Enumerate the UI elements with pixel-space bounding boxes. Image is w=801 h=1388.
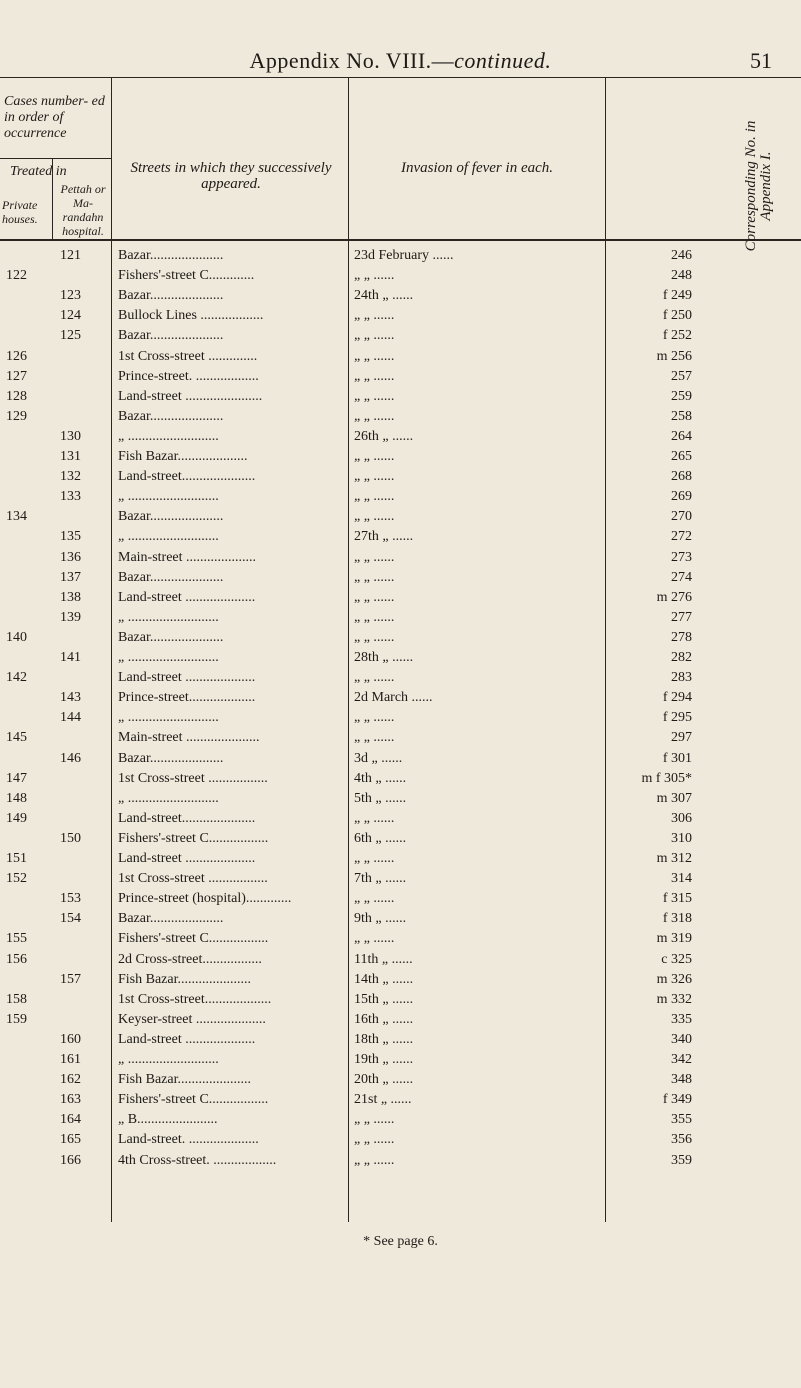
date-cell: 6th „ ...... bbox=[354, 830, 407, 846]
private-label: Private houses. bbox=[2, 198, 38, 226]
street-cell: Fish Bazar..................... bbox=[118, 971, 251, 987]
case-number: 144 bbox=[60, 710, 81, 726]
corresponding-number: f 301 bbox=[662, 750, 692, 766]
corresponding-number: f 294 bbox=[662, 690, 692, 706]
date-cell: 2d March ...... bbox=[354, 690, 433, 706]
corresponding-number: 348 bbox=[671, 1072, 692, 1088]
street-cell: 4th Cross-street. .................. bbox=[118, 1152, 277, 1168]
street-cell: Fish Bazar.................... bbox=[118, 449, 248, 464]
street-cell: Fishers'-street C................. bbox=[118, 1092, 269, 1108]
corresponding-number: 264 bbox=[671, 428, 692, 444]
street-cell: 1st Cross-street ................. bbox=[118, 770, 268, 786]
street-cell: Bazar..................... bbox=[118, 629, 224, 645]
date-cell: „ „ ...... bbox=[354, 730, 395, 746]
case-number: 166 bbox=[60, 1152, 81, 1168]
date-cell: 16th „ ...... bbox=[354, 1011, 414, 1027]
corresponding-number: 273 bbox=[671, 549, 692, 565]
street-cell: Main-street .................... bbox=[118, 549, 257, 565]
corresponding-number: m 332 bbox=[656, 991, 692, 1007]
street-cell: Prince-street. .................. bbox=[118, 368, 259, 384]
date-cell: „ „ ...... bbox=[354, 449, 395, 464]
date-cell: 3d „ ...... bbox=[354, 750, 403, 766]
date-cell: 15th „ ...... bbox=[354, 991, 414, 1007]
street-cell: Land-street..................... bbox=[118, 469, 256, 485]
date-cell: 18th „ ...... bbox=[354, 1031, 414, 1047]
date-cell: „ „ ...... bbox=[354, 1152, 395, 1168]
street-cell: Bazar..................... bbox=[118, 288, 224, 304]
corresponding-number: 310 bbox=[671, 830, 692, 846]
header-rule bbox=[0, 239, 801, 241]
top-rule bbox=[0, 77, 801, 78]
fever-header: Invasion of fever in each. bbox=[400, 160, 554, 176]
case-number: 146 bbox=[60, 750, 81, 766]
date-cell: „ „ ...... bbox=[354, 609, 395, 625]
street-cell: Bazar..................... bbox=[118, 750, 224, 766]
case-number: 139 bbox=[60, 609, 81, 625]
header-prefix: Appendix No. VIII.— bbox=[249, 48, 455, 73]
case-number: 132 bbox=[60, 469, 81, 485]
case-number: 157 bbox=[60, 971, 81, 987]
street-cell: „ .......................... bbox=[118, 650, 219, 665]
case-number: 141 bbox=[60, 650, 81, 665]
date-cell: „ „ ...... bbox=[354, 549, 395, 565]
corresponding-number: c 325 bbox=[661, 951, 692, 967]
corresponding-number: f 249 bbox=[662, 288, 692, 304]
date-cell: 20th „ ...... bbox=[354, 1072, 414, 1088]
case-number: 128 bbox=[6, 388, 27, 404]
case-number: 149 bbox=[6, 810, 27, 826]
case-number: 151 bbox=[6, 851, 27, 866]
date-cell: 23d February ...... bbox=[354, 248, 454, 263]
case-number: 145 bbox=[6, 730, 27, 746]
street-cell: „ .......................... bbox=[118, 609, 219, 625]
street-cell: „ .......................... bbox=[118, 790, 219, 806]
case-number: 163 bbox=[60, 1092, 81, 1108]
case-number: 142 bbox=[6, 670, 27, 686]
date-cell: „ „ ...... bbox=[354, 469, 395, 485]
corresponding-number: 342 bbox=[671, 1052, 692, 1067]
date-cell: „ „ ...... bbox=[354, 931, 395, 947]
case-number: 148 bbox=[6, 790, 27, 806]
case-number: 131 bbox=[60, 449, 81, 464]
case-number: 154 bbox=[60, 911, 81, 927]
date-cell: „ „ ...... bbox=[354, 589, 395, 605]
treated-header: Treated in bbox=[10, 164, 67, 179]
street-cell: „ .......................... bbox=[118, 428, 219, 444]
street-cell: 1st Cross-street ................. bbox=[118, 871, 268, 887]
date-cell: „ „ ...... bbox=[354, 408, 395, 424]
corresponding-number: 278 bbox=[671, 629, 692, 645]
date-cell: 28th „ ...... bbox=[354, 650, 414, 665]
street-cell: Land-street..................... bbox=[118, 810, 256, 826]
corresponding-number: 356 bbox=[671, 1132, 692, 1148]
date-cell: „ „ ...... bbox=[354, 348, 395, 364]
corresponding-number: f 349 bbox=[662, 1092, 692, 1108]
corresponding-number: f 295 bbox=[662, 710, 692, 726]
corresponding-number: 248 bbox=[671, 268, 692, 284]
date-cell: „ „ ...... bbox=[354, 328, 395, 344]
street-cell: Fishers'-street C............. bbox=[118, 268, 255, 284]
street-cell: „ .......................... bbox=[118, 529, 219, 545]
corresponding-number: 272 bbox=[671, 529, 692, 545]
street-cell: Prince-street................... bbox=[118, 690, 256, 706]
street-cell: Land-street .................... bbox=[118, 1031, 256, 1047]
streets-header: Streets in which they successively appeared. bbox=[130, 160, 332, 192]
divider-after-fever bbox=[605, 77, 606, 1222]
date-cell: „ „ ...... bbox=[354, 670, 395, 686]
case-number: 150 bbox=[60, 830, 81, 846]
page-number: 51 bbox=[750, 48, 772, 73]
date-cell: 19th „ ...... bbox=[354, 1052, 414, 1067]
date-cell: „ „ ...... bbox=[354, 851, 395, 866]
case-number: 143 bbox=[60, 690, 81, 706]
street-cell: Fishers'-street C................. bbox=[118, 931, 269, 947]
date-cell: 27th „ ...... bbox=[354, 529, 414, 545]
date-cell: „ „ ...... bbox=[354, 810, 395, 826]
date-cell: 26th „ ...... bbox=[354, 428, 414, 444]
case-number: 138 bbox=[60, 589, 81, 605]
corresponding-number: 246 bbox=[671, 248, 692, 263]
corresponding-number: 340 bbox=[671, 1031, 692, 1047]
street-cell: Land-street .................... bbox=[118, 851, 256, 866]
date-cell: „ „ ...... bbox=[354, 308, 395, 324]
divider-after-streets bbox=[348, 77, 349, 1222]
case-number: 130 bbox=[60, 428, 81, 444]
corresponding-number: 297 bbox=[671, 730, 692, 746]
street-cell: „ .......................... bbox=[118, 489, 219, 505]
treated-rule bbox=[0, 158, 111, 159]
street-cell: Land-street .................... bbox=[118, 670, 256, 686]
case-number: 137 bbox=[60, 569, 81, 585]
date-cell: 9th „ ...... bbox=[354, 911, 407, 927]
corresponding-number: 274 bbox=[671, 569, 692, 585]
corresponding-number: 314 bbox=[671, 871, 692, 887]
corresponding-number: 282 bbox=[671, 650, 692, 665]
corresponding-number: m 312 bbox=[656, 851, 692, 866]
corresponding-number: f 315 bbox=[662, 891, 692, 907]
footnote: * See page 6. bbox=[363, 1234, 438, 1249]
corresponding-number: f 252 bbox=[662, 328, 692, 344]
corresponding-header: Corresponding No. in Appendix I. bbox=[743, 120, 774, 252]
corresponding-number: 269 bbox=[671, 489, 692, 505]
date-cell: 7th „ ...... bbox=[354, 871, 407, 887]
date-cell: „ „ ...... bbox=[354, 1132, 395, 1148]
page-header bbox=[0, 48, 801, 74]
street-cell: 2d Cross-street................. bbox=[118, 951, 262, 967]
street-cell: Bazar..................... bbox=[118, 408, 224, 424]
case-number: 133 bbox=[60, 489, 81, 505]
corresponding-number: 359 bbox=[671, 1152, 692, 1168]
case-number: 158 bbox=[6, 991, 27, 1007]
corresponding-number: 259 bbox=[671, 388, 692, 404]
date-cell: „ „ ...... bbox=[354, 268, 395, 284]
street-cell: 1st Cross-street................... bbox=[118, 991, 272, 1007]
street-cell: Keyser-street .................... bbox=[118, 1011, 266, 1027]
case-number: 156 bbox=[6, 951, 27, 967]
corresponding-number: m f 305* bbox=[641, 770, 692, 786]
street-cell: Bazar..................... bbox=[118, 569, 224, 585]
date-cell: 11th „ ...... bbox=[354, 951, 413, 967]
case-number: 160 bbox=[60, 1031, 81, 1047]
date-cell: „ „ ...... bbox=[354, 1112, 395, 1128]
case-number: 135 bbox=[60, 529, 81, 545]
corresponding-number: m 276 bbox=[656, 589, 692, 605]
case-number: 153 bbox=[60, 891, 81, 907]
date-cell: „ „ ...... bbox=[354, 388, 395, 404]
date-cell: 5th „ ...... bbox=[354, 790, 407, 806]
street-cell: „ .......................... bbox=[118, 710, 219, 726]
date-cell: „ „ ...... bbox=[354, 489, 395, 505]
case-number: 121 bbox=[60, 248, 81, 263]
corresponding-number: f 250 bbox=[662, 308, 692, 324]
street-cell: Bazar..................... bbox=[118, 248, 224, 263]
street-cell: Fish Bazar..................... bbox=[118, 1072, 251, 1088]
case-number: 123 bbox=[60, 288, 81, 304]
corresponding-number: 277 bbox=[671, 609, 692, 625]
date-cell: „ „ ...... bbox=[354, 509, 395, 525]
street-cell: Bazar..................... bbox=[118, 509, 224, 525]
case-number: 122 bbox=[6, 268, 27, 284]
street-cell: Land-street .................... bbox=[118, 589, 256, 605]
corresponding-number: f 318 bbox=[662, 911, 692, 927]
date-cell: 4th „ ...... bbox=[354, 770, 407, 786]
corresponding-number: 268 bbox=[671, 469, 692, 485]
corresponding-number: 265 bbox=[671, 449, 692, 464]
case-number: 126 bbox=[6, 348, 27, 364]
street-cell: Bazar..................... bbox=[118, 911, 224, 927]
corresponding-number: m 307 bbox=[656, 790, 692, 806]
corresponding-number: 355 bbox=[671, 1112, 692, 1128]
header-continued: continued. bbox=[454, 48, 552, 73]
street-cell: Bullock Lines .................. bbox=[118, 308, 264, 324]
case-number: 134 bbox=[6, 509, 27, 525]
case-number: 152 bbox=[6, 871, 27, 887]
street-cell: Main-street ..................... bbox=[118, 730, 260, 746]
case-number: 129 bbox=[6, 408, 27, 424]
case-number: 164 bbox=[60, 1112, 81, 1128]
date-cell: 24th „ ...... bbox=[354, 288, 414, 304]
case-number: 136 bbox=[60, 549, 81, 565]
corresponding-number: 306 bbox=[671, 810, 692, 826]
corresponding-number: 257 bbox=[671, 368, 692, 384]
pettah-label: Pettah or Ma- randahn hospital. bbox=[60, 182, 106, 238]
date-cell: „ „ ...... bbox=[354, 629, 395, 645]
street-cell: Bazar..................... bbox=[118, 328, 224, 344]
case-number: 127 bbox=[6, 368, 27, 384]
corresponding-number: 270 bbox=[671, 509, 692, 525]
divider-after-cases bbox=[111, 77, 112, 1222]
corresponding-number: 283 bbox=[671, 670, 692, 686]
case-number: 155 bbox=[6, 931, 27, 947]
street-cell: Land-street. .................... bbox=[118, 1132, 259, 1148]
street-cell: Fishers'-street C................. bbox=[118, 830, 269, 846]
corresponding-number: 335 bbox=[671, 1011, 692, 1027]
case-number: 140 bbox=[6, 629, 27, 645]
date-cell: „ „ ...... bbox=[354, 891, 395, 907]
corresponding-number: m 326 bbox=[656, 971, 692, 987]
case-number: 161 bbox=[60, 1052, 81, 1067]
date-cell: „ „ ...... bbox=[354, 710, 395, 726]
street-cell: Prince-street (hospital)............. bbox=[118, 891, 292, 907]
corresponding-number: m 319 bbox=[656, 931, 692, 947]
date-cell: 21st „ ...... bbox=[354, 1092, 412, 1108]
street-cell: Land-street ...................... bbox=[118, 388, 263, 404]
case-number: 147 bbox=[6, 770, 27, 786]
case-number: 162 bbox=[60, 1072, 81, 1088]
street-cell: „ B....................... bbox=[118, 1112, 218, 1128]
date-cell: 14th „ ...... bbox=[354, 971, 414, 987]
case-number: 124 bbox=[60, 308, 81, 324]
case-number: 159 bbox=[6, 1011, 27, 1027]
date-cell: „ „ ...... bbox=[354, 569, 395, 585]
street-cell: 1st Cross-street .............. bbox=[118, 348, 258, 364]
corresponding-number: 258 bbox=[671, 408, 692, 424]
date-cell: „ „ ...... bbox=[354, 368, 395, 384]
case-number: 125 bbox=[60, 328, 81, 344]
case-number: 165 bbox=[60, 1132, 81, 1148]
street-cell: „ .......................... bbox=[118, 1052, 219, 1067]
cases-header: Cases number- ed in order of occurrence bbox=[4, 94, 105, 141]
corresponding-number: m 256 bbox=[656, 348, 692, 364]
